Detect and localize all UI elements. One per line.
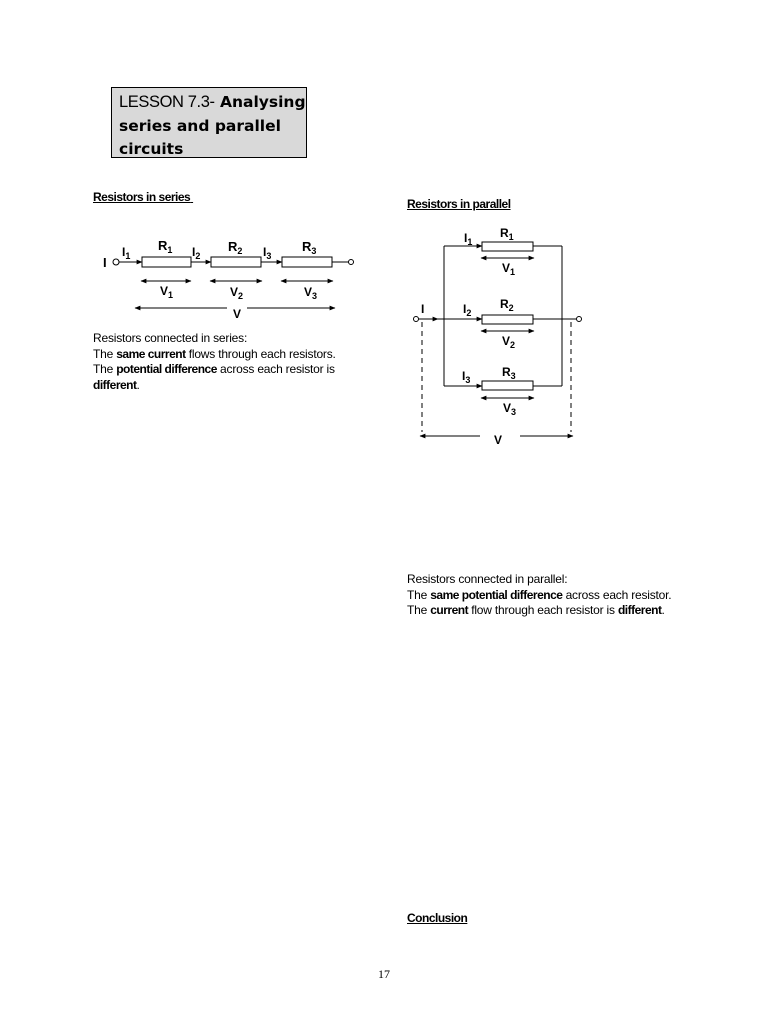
parallel-voltage-label-3: $V_3$ <box>503 401 517 417</box>
series-total-voltage-label: V <box>233 307 242 321</box>
parallel-input-terminal <box>414 317 419 322</box>
parallel-current-label-1: $I_1$ <box>464 231 473 247</box>
parallel-voltage-label-1: $V_1$ <box>502 261 516 277</box>
series-resistor-3 <box>282 257 332 267</box>
parallel-output-terminal <box>577 317 582 322</box>
series-voltage-label-1: $V_1$ <box>160 284 174 300</box>
series-voltage-label-2: $V_2$ <box>230 285 244 301</box>
conclusion-heading: Conclusion <box>407 911 468 925</box>
series-input-terminal <box>113 259 119 265</box>
series-resistor-1 <box>142 257 191 267</box>
lesson-title-box <box>111 87 307 158</box>
series-heading: Resistors in series <box>93 190 191 204</box>
series-current-total: I <box>103 255 107 270</box>
parallel-resistor-label-3: $R_3$ <box>502 365 516 381</box>
parallel-resistor-1 <box>482 242 533 251</box>
parallel-resistor-2 <box>482 315 533 324</box>
series-description: Resistors connected in series: The same current flows through each resistors. The potential difference across each resistor is different. <box>93 331 336 392</box>
parallel-current-total: I <box>421 302 425 316</box>
page-number: 17 <box>378 967 390 981</box>
parallel-current-label-2: $I_2$ <box>463 302 472 318</box>
parallel-description: Resistors connected in parallel: The same potential difference across each resistor. The current flow through each resistor is different. <box>407 572 672 617</box>
parallel-circuit-diagram <box>408 222 593 452</box>
parallel-current-label-3: $I_3$ <box>462 369 471 385</box>
parallel-total-voltage-label: V <box>494 433 503 447</box>
lesson-title: Analysing series and parallel circuits <box>119 93 306 158</box>
series-current-label-1: $I_1$ <box>122 245 131 261</box>
series-output-terminal <box>349 260 354 265</box>
series-resistor-label-3: $R_3$ <box>302 239 317 256</box>
series-resistor-label-2: $R_2$ <box>228 239 243 256</box>
series-resistor-label-1: $R_1$ <box>158 238 173 255</box>
parallel-voltage-label-2: $V_2$ <box>502 334 516 350</box>
parallel-resistor-3 <box>482 381 533 390</box>
lesson-number: LESSON 7.3- <box>119 93 215 111</box>
parallel-heading: Resistors in parallel <box>407 197 511 211</box>
parallel-resistor-label-2: $R_2$ <box>500 297 514 313</box>
parallel-resistor-label-1: $R_1$ <box>500 226 514 242</box>
series-current-label-2: $I_2$ <box>192 245 201 261</box>
series-voltage-label-3: $V_3$ <box>304 285 318 301</box>
series-resistor-2 <box>211 257 261 267</box>
series-current-label-3: $I_3$ <box>263 245 272 261</box>
series-circuit-diagram <box>95 232 365 327</box>
